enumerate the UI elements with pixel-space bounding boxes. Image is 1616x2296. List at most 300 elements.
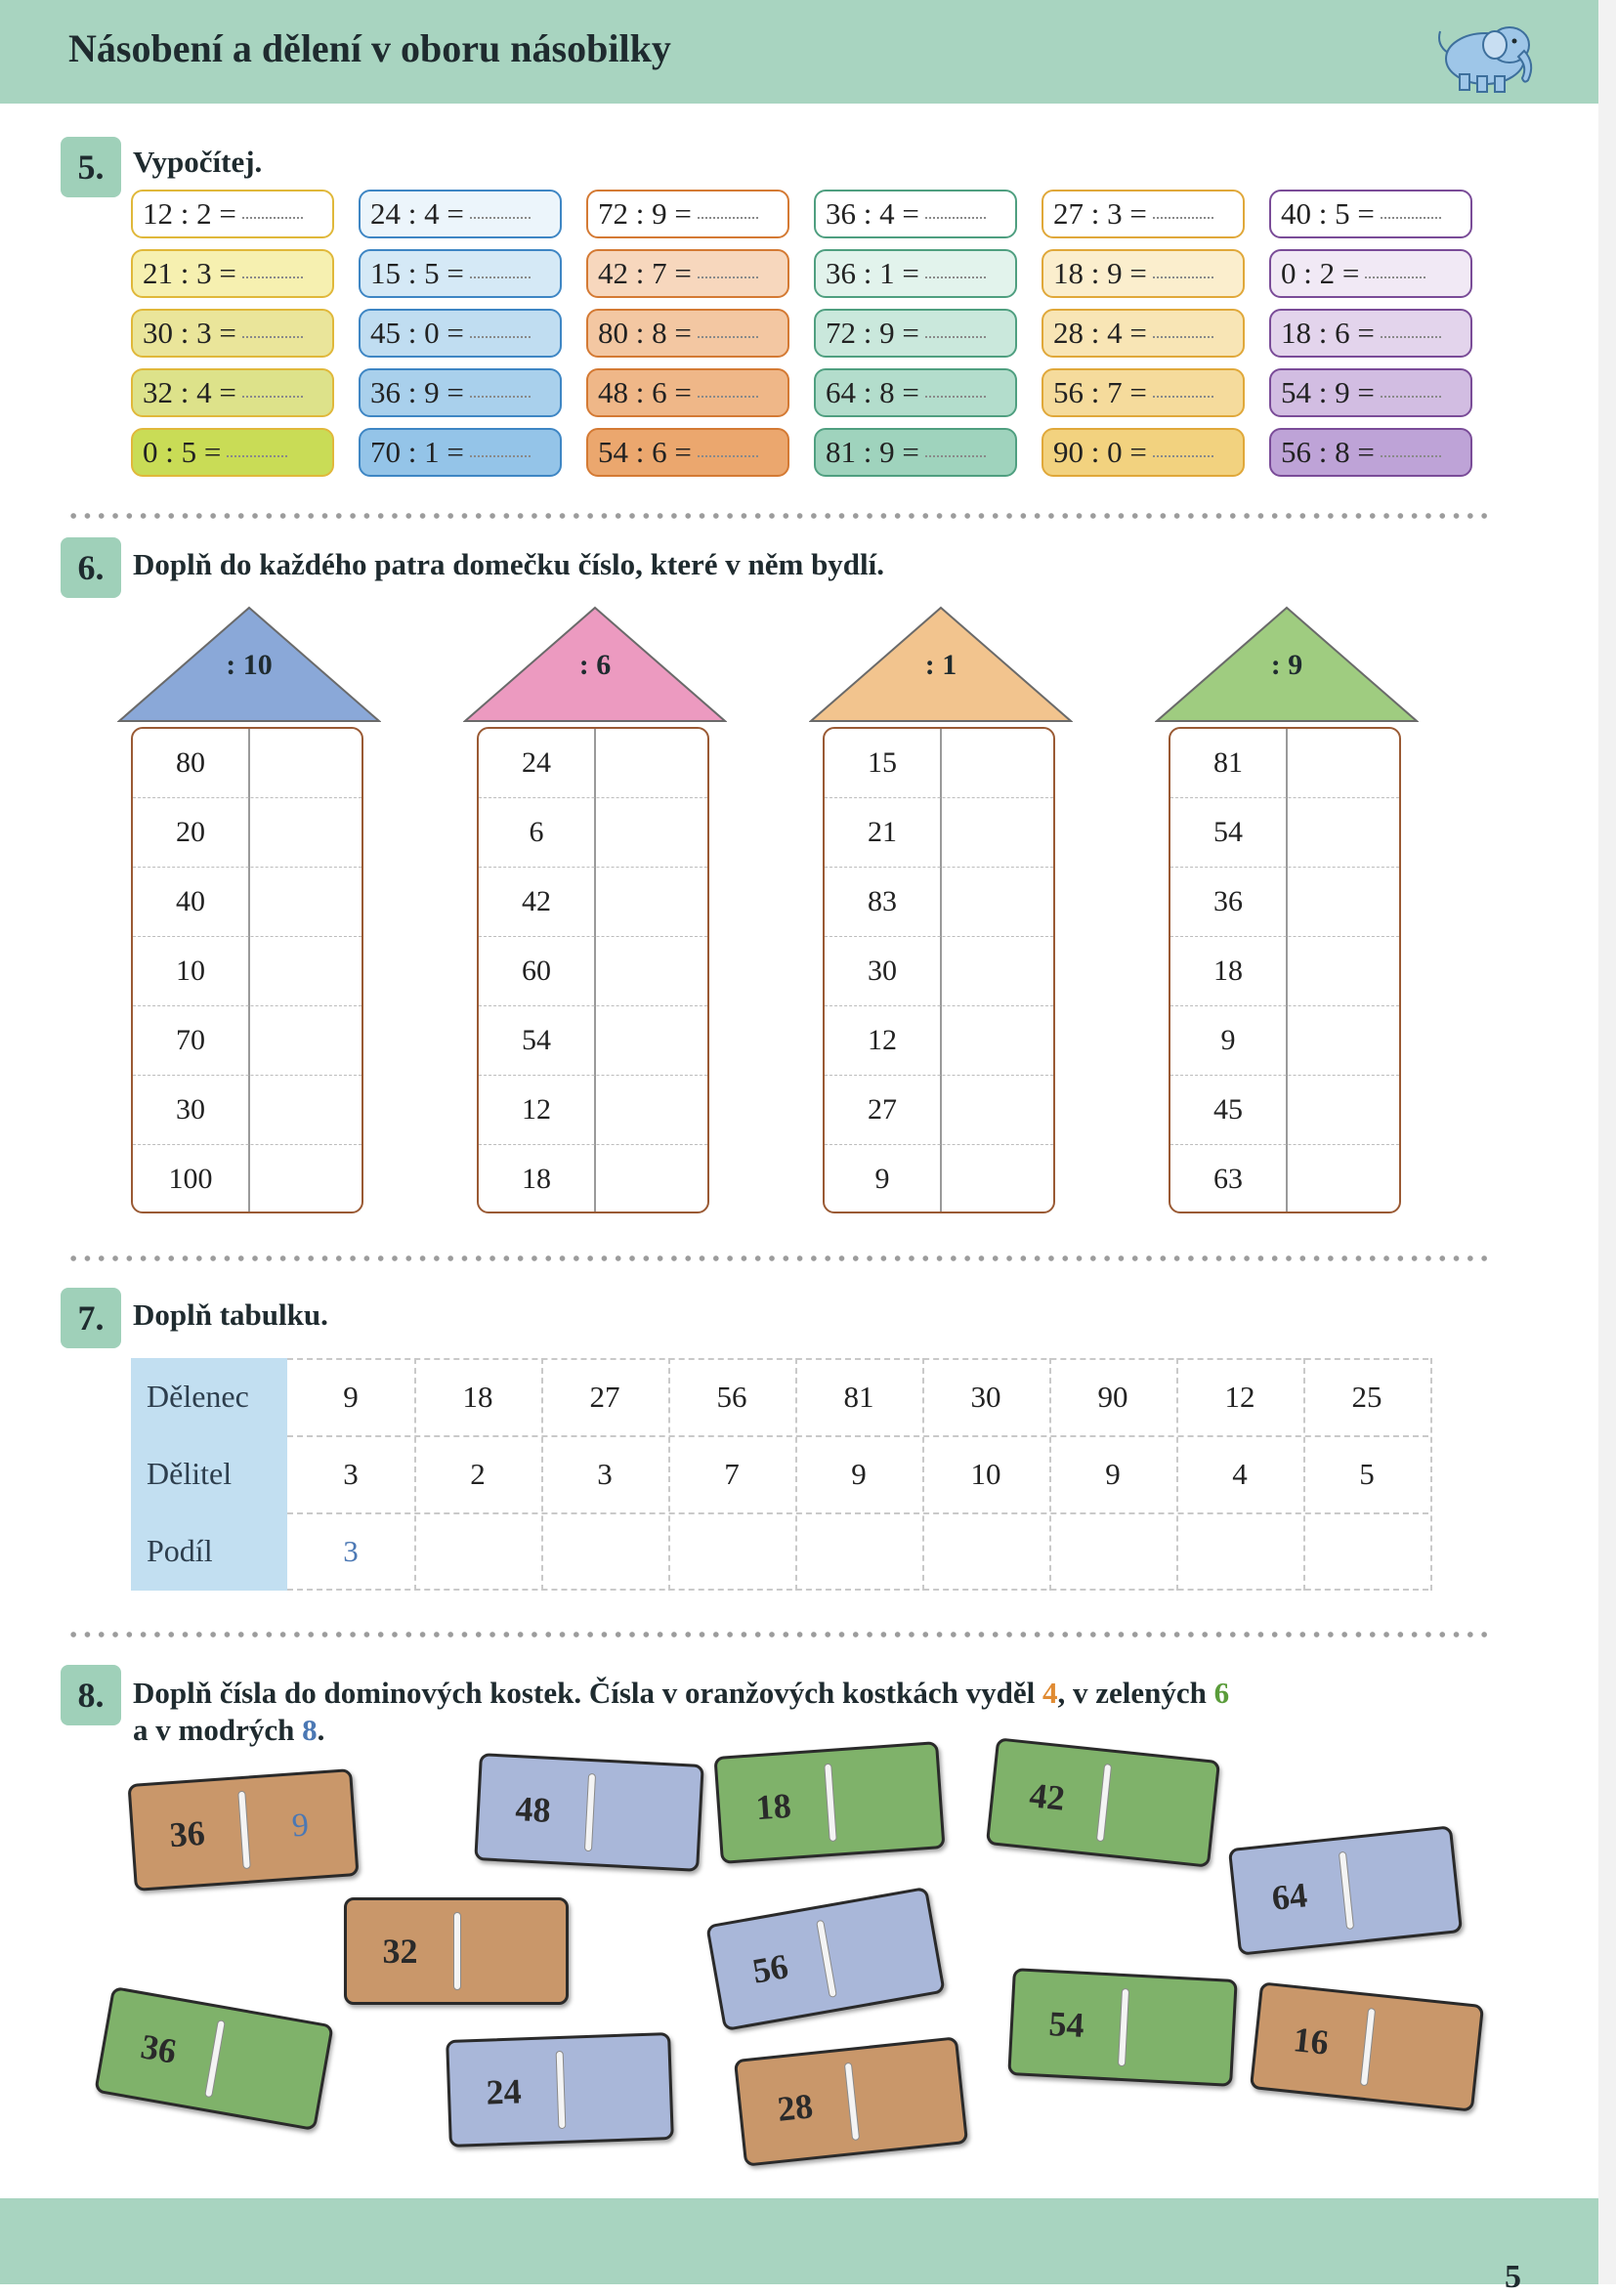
table-cell: 2: [470, 1457, 486, 1491]
house-floor: [825, 1145, 1053, 1213]
domino-answer[interactable]: [822, 1890, 942, 2008]
answer-blank[interactable]: [227, 453, 287, 457]
floor-answer-cell[interactable]: [941, 1076, 1053, 1144]
floor-answer-cell[interactable]: [249, 729, 361, 797]
quotient-cell[interactable]: [795, 1512, 922, 1590]
exercise-7-number: 7.: [61, 1288, 121, 1348]
floor-number: 81: [1213, 746, 1243, 779]
answer-blank[interactable]: [1365, 275, 1425, 278]
floor-answer-cell[interactable]: [941, 729, 1053, 797]
domino-orange: [127, 1768, 359, 1892]
domino-answer[interactable]: [563, 2035, 671, 2141]
table-cell: 5: [1359, 1457, 1375, 1491]
floor-answer-cell[interactable]: [595, 868, 707, 936]
calc-problem[interactable]: [131, 368, 334, 417]
house-floor: [479, 729, 707, 798]
domino-answer[interactable]: [1345, 1829, 1460, 1941]
calc-problem[interactable]: [1269, 428, 1472, 477]
answer-blank[interactable]: [698, 453, 758, 457]
calc-problem[interactable]: [131, 309, 334, 358]
domino-orange: [734, 2036, 968, 2166]
answer-blank[interactable]: [470, 394, 531, 398]
house-body: [823, 727, 1055, 1213]
calc-problem[interactable]: [1269, 309, 1472, 358]
exercise-8-title-part: a v modrých: [133, 1713, 303, 1747]
domino-value: 24: [485, 2071, 523, 2112]
calc-expression: 12 : 2 =: [143, 196, 236, 231]
table-grid-line: [1049, 1358, 1051, 1591]
floor-answer-cell[interactable]: [595, 1076, 707, 1144]
exercise-8-title-part: , v zelených: [1057, 1676, 1214, 1710]
floor-number: 30: [868, 955, 897, 987]
floor-number: 45: [1213, 1093, 1243, 1126]
house-floor: [1170, 798, 1399, 868]
calc-expression: 15 : 5 =: [370, 256, 464, 290]
answer-blank[interactable]: [925, 334, 986, 338]
calc-expression: 56 : 7 =: [1053, 375, 1147, 409]
house-floor: [133, 729, 361, 798]
answer-blank[interactable]: [698, 394, 758, 398]
division-table: [131, 1358, 1428, 1591]
floor-answer-cell[interactable]: [941, 798, 1053, 867]
floor-separator: [133, 1005, 361, 1007]
page-footer: [0, 2198, 1598, 2284]
floor-answer-cell[interactable]: [941, 937, 1053, 1005]
calc-problem[interactable]: [359, 428, 562, 477]
domino-green: [94, 1986, 334, 2131]
floor-answer-cell[interactable]: [941, 868, 1053, 936]
domino-value: 36: [138, 2026, 180, 2071]
dotted-separator: [66, 511, 1493, 521]
calc-problem[interactable]: [1042, 190, 1245, 238]
floor-answer-cell[interactable]: [249, 937, 361, 1005]
calc-expression: 18 : 9 =: [1053, 256, 1147, 290]
quotient-cell[interactable]: [1049, 1512, 1176, 1590]
house-floor: [825, 1006, 1053, 1076]
floor-number: 83: [868, 885, 897, 917]
exercise-6-title: Doplň do každého patra domečku číslo, které v něm bydlí.: [133, 547, 885, 581]
answer-blank[interactable]: [470, 215, 531, 219]
calc-problem[interactable]: [131, 249, 334, 298]
domino-green: [1007, 1968, 1237, 2087]
table-grid-line: [287, 1512, 1428, 1514]
floor-separator: [479, 936, 707, 938]
calc-problem[interactable]: [359, 368, 562, 417]
table-cell: 30: [970, 1380, 1001, 1414]
floor-number: 9: [1220, 1024, 1236, 1056]
calc-expression: 32 : 4 =: [143, 375, 236, 409]
floor-number: 54: [522, 1024, 551, 1056]
table-cell: 18: [462, 1380, 493, 1414]
table-cell: 27: [589, 1380, 620, 1414]
calc-expression: 42 : 7 =: [598, 256, 692, 290]
table-row-label: Dělitel: [147, 1456, 233, 1491]
floor-separator: [1170, 1144, 1399, 1146]
floor-number: 42: [522, 885, 551, 917]
calc-expression: 24 : 4 =: [370, 196, 464, 231]
floor-answer-cell[interactable]: [595, 1145, 707, 1213]
table-grid-line: [287, 1589, 1428, 1591]
roof-divisor: : 10: [226, 649, 273, 681]
floor-number: 60: [522, 955, 551, 987]
floor-separator: [133, 936, 361, 938]
house-body: [131, 727, 363, 1213]
domino-answer[interactable]: [1125, 1977, 1234, 2083]
table-cell: 9: [1105, 1457, 1121, 1491]
floor-separator: [825, 797, 1053, 799]
floor-number: 30: [176, 1093, 205, 1126]
floor-separator: [825, 936, 1053, 938]
table-cell: 9: [851, 1457, 867, 1491]
floor-answer-cell[interactable]: [249, 868, 361, 936]
house: [809, 606, 1073, 1221]
exercise-6-number: 6.: [61, 537, 121, 598]
answer-blank[interactable]: [1153, 394, 1213, 398]
calc-problem[interactable]: [1269, 249, 1472, 298]
calc-problem[interactable]: [814, 368, 1017, 417]
page-title: Násobení a dělení v oboru násobilky: [68, 26, 671, 70]
table-row-label: Dělenec: [147, 1379, 249, 1414]
calc-expression: 40 : 5 =: [1281, 196, 1375, 231]
domino-answer[interactable]: [830, 1744, 942, 1852]
domino-value: 42: [1027, 1775, 1067, 1818]
quotient-cell[interactable]: [1303, 1512, 1430, 1590]
domino-answer[interactable]: [591, 1762, 701, 1868]
house: [463, 606, 727, 1221]
domino-value: 28: [775, 2086, 815, 2129]
dotted-separator: [66, 1254, 1493, 1263]
answer-blank[interactable]: [925, 215, 986, 219]
calc-expression: 18 : 6 =: [1281, 316, 1375, 350]
house-floor: [825, 798, 1053, 868]
answer-blank[interactable]: [470, 275, 531, 278]
floor-number: 6: [529, 816, 544, 848]
answer-blank[interactable]: [242, 275, 303, 278]
answer-blank[interactable]: [1381, 453, 1441, 457]
page-header: [0, 0, 1598, 104]
calc-problem[interactable]: [814, 249, 1017, 298]
answer-blank[interactable]: [1153, 453, 1213, 457]
floor-number: 18: [1213, 955, 1243, 987]
calc-problem[interactable]: [359, 190, 562, 238]
house-floor: [825, 1076, 1053, 1145]
calc-expression: 45 : 0 =: [370, 316, 464, 350]
house-floor: [133, 798, 361, 868]
floor-number: 100: [168, 1163, 213, 1195]
calc-problem[interactable]: [586, 428, 789, 477]
calc-expression: 56 : 8 =: [1281, 435, 1375, 469]
exercise-5-number: 5.: [61, 137, 121, 197]
exercise-8-title: [133, 1675, 1344, 1749]
house-floor: [479, 1006, 707, 1076]
quotient-cell[interactable]: [541, 1512, 668, 1590]
floor-answer-cell[interactable]: [249, 1006, 361, 1075]
house-floor: [825, 937, 1053, 1006]
floor-separator: [479, 797, 707, 799]
calc-expression: 48 : 6 =: [598, 375, 692, 409]
blue-divisor: 8: [302, 1713, 318, 1747]
table-cell: 12: [1224, 1380, 1255, 1414]
table-cell: 4: [1232, 1457, 1248, 1491]
answer-blank[interactable]: [1381, 394, 1441, 398]
answer-blank[interactable]: [470, 334, 531, 338]
floor-number: 40: [176, 885, 205, 917]
calc-problem[interactable]: [586, 190, 789, 238]
floor-number: 12: [868, 1024, 897, 1056]
answer-blank[interactable]: [242, 215, 303, 219]
answer-blank[interactable]: [470, 453, 531, 457]
calc-expression: 0 : 2 =: [1281, 256, 1360, 290]
floor-answer-cell[interactable]: [249, 798, 361, 867]
domino-answer[interactable]: [210, 2010, 330, 2128]
domino-answer[interactable]: [1103, 1753, 1217, 1865]
orange-divisor: 4: [1042, 1676, 1058, 1710]
calc-expression: 30 : 3 =: [143, 316, 236, 350]
dotted-separator: [66, 1630, 1493, 1639]
table-cell: 56: [716, 1380, 747, 1414]
calc-problem[interactable]: [814, 428, 1017, 477]
calc-expression: 64 : 8 =: [826, 375, 919, 409]
floor-answer-cell[interactable]: [1287, 868, 1399, 936]
floor-separator: [825, 1005, 1053, 1007]
floor-answer-cell[interactable]: [595, 729, 707, 797]
floor-answer-cell[interactable]: [249, 1145, 361, 1213]
floor-answer-cell[interactable]: [1287, 1145, 1399, 1213]
exercise-7-title: Doplň tabulku.: [133, 1297, 328, 1332]
answer-blank[interactable]: [698, 215, 758, 219]
floor-number: 27: [868, 1093, 897, 1126]
floor-number: 18: [522, 1163, 551, 1195]
domino-green: [713, 1741, 945, 1864]
floor-separator: [1170, 867, 1399, 869]
domino-green: [986, 1737, 1220, 1867]
calc-problem[interactable]: [359, 309, 562, 358]
table-grid-line: [668, 1358, 670, 1591]
calc-expression: 27 : 3 =: [1053, 196, 1147, 231]
domino-value: 16: [1291, 2020, 1331, 2062]
floor-separator: [1170, 1005, 1399, 1007]
answer-blank[interactable]: [1153, 275, 1213, 278]
table-cell: 81: [843, 1380, 874, 1414]
house-floor: [133, 1076, 361, 1145]
house-floor: [133, 868, 361, 937]
house-floor: [1170, 1076, 1399, 1145]
floor-separator: [479, 1144, 707, 1146]
calc-expression: 36 : 4 =: [826, 196, 919, 231]
calc-problem[interactable]: [1042, 368, 1245, 417]
table-grid-line: [922, 1358, 924, 1591]
calc-problem[interactable]: [1042, 428, 1245, 477]
domino-answer[interactable]: [1367, 1997, 1481, 2109]
floor-separator: [825, 867, 1053, 869]
house-floor: [825, 729, 1053, 798]
house-floor: [479, 798, 707, 868]
floor-number: 70: [176, 1024, 205, 1056]
floor-separator: [133, 797, 361, 799]
domino-value: 48: [514, 1789, 552, 1830]
answer-blank[interactable]: [1153, 334, 1213, 338]
calc-problem[interactable]: [586, 249, 789, 298]
exercise-5-title: Vypočítej.: [133, 145, 263, 179]
house-floor: [1170, 868, 1399, 937]
floor-number: 15: [868, 746, 897, 779]
green-divisor: 6: [1213, 1676, 1230, 1710]
calc-problem[interactable]: [131, 190, 334, 238]
house-floor: [133, 1006, 361, 1076]
floor-answer-cell[interactable]: [1287, 1006, 1399, 1075]
floor-number: 80: [176, 746, 205, 779]
house-body: [477, 727, 709, 1213]
domino-value: 32: [382, 1932, 418, 1971]
table-grid-line: [287, 1435, 1428, 1437]
table-cell: 3: [597, 1457, 613, 1491]
domino-value: 54: [1047, 2004, 1085, 2045]
floor-separator: [825, 1144, 1053, 1146]
floor-number: 9: [874, 1163, 890, 1195]
answer-blank[interactable]: [242, 334, 303, 338]
domino-answer[interactable]: 9: [290, 1807, 311, 1845]
page-number: 5: [1505, 2259, 1521, 2295]
domino-blue: [705, 1887, 946, 2031]
house-floor: [479, 868, 707, 937]
table-cell: 9: [343, 1380, 359, 1414]
answer-blank[interactable]: [1153, 215, 1213, 219]
answer-blank[interactable]: [925, 275, 986, 278]
calc-expression: 90 : 0 =: [1053, 435, 1147, 469]
calc-problem[interactable]: [359, 249, 562, 298]
floor-answer-cell[interactable]: [1287, 798, 1399, 867]
calc-expression: 70 : 1 =: [370, 435, 464, 469]
calc-problem[interactable]: [814, 190, 1017, 238]
calc-problem[interactable]: [1269, 368, 1472, 417]
answer-blank[interactable]: [1381, 215, 1441, 219]
floor-answer-cell[interactable]: [1287, 937, 1399, 1005]
floor-separator: [1170, 936, 1399, 938]
exercise-8-number: 8.: [61, 1665, 121, 1725]
floor-number: 20: [176, 816, 205, 848]
house-floor: [479, 1076, 707, 1145]
calc-expression: 21 : 3 =: [143, 256, 236, 290]
calc-problem[interactable]: [131, 428, 334, 477]
floor-answer-cell[interactable]: [595, 1006, 707, 1075]
domino-orange: [1250, 1981, 1484, 2111]
house-floor: [479, 937, 707, 1006]
floor-answer-cell[interactable]: [941, 1145, 1053, 1213]
domino-answer[interactable]: [851, 2040, 965, 2152]
floor-separator: [1170, 1075, 1399, 1077]
domino-value: 36: [168, 1812, 206, 1855]
house-floor: [133, 937, 361, 1006]
table-cell: 25: [1351, 1380, 1382, 1414]
floor-separator: [133, 1144, 361, 1146]
answer-blank[interactable]: [925, 394, 986, 398]
domino-orange: [344, 1897, 569, 2005]
domino-value: 18: [754, 1785, 792, 1828]
floor-separator: [479, 867, 707, 869]
floor-separator: [479, 1005, 707, 1007]
floor-answer-cell[interactable]: [249, 1076, 361, 1144]
floor-separator: [133, 1075, 361, 1077]
domino-blue: [446, 2032, 674, 2147]
house: [1155, 606, 1419, 1221]
floor-number: 10: [176, 955, 205, 987]
table-grid-line: [1430, 1358, 1432, 1591]
floor-separator: [133, 867, 361, 869]
quotient-cell[interactable]: [668, 1512, 795, 1590]
table-cell: 90: [1097, 1380, 1128, 1414]
floor-answer-cell[interactable]: [595, 798, 707, 867]
table-grid-line: [287, 1358, 1428, 1360]
quotient-cell[interactable]: [922, 1512, 1049, 1590]
calc-problem[interactable]: [1269, 190, 1472, 238]
roof-divisor: : 6: [578, 649, 612, 681]
domino-blue: [474, 1753, 703, 1872]
elephant-icon: [1426, 10, 1544, 98]
quotient-cell[interactable]: [1176, 1512, 1303, 1590]
floor-number: 63: [1213, 1163, 1243, 1195]
floor-answer-cell[interactable]: [595, 937, 707, 1005]
table-grid-line: [414, 1358, 416, 1591]
answer-blank[interactable]: [1381, 334, 1441, 338]
calc-expression: 81 : 9 =: [826, 435, 919, 469]
answer-blank[interactable]: [698, 334, 758, 338]
domino-answer[interactable]: [461, 1900, 566, 2002]
table-cell: 7: [724, 1457, 740, 1491]
floor-number: 12: [522, 1093, 551, 1126]
calc-expression: 80 : 8 =: [598, 316, 692, 350]
house-floor: [133, 1145, 361, 1213]
calc-expression: 54 : 6 =: [598, 435, 692, 469]
table-grid-line: [795, 1358, 797, 1591]
calc-expression: 72 : 9 =: [826, 316, 919, 350]
house-body: [1169, 727, 1401, 1213]
floor-answer-cell[interactable]: [941, 1006, 1053, 1075]
calc-problem[interactable]: [586, 368, 789, 417]
table-grid-line: [541, 1358, 543, 1591]
answer-blank[interactable]: [242, 394, 303, 398]
calc-problem[interactable]: [1042, 249, 1245, 298]
calc-problem[interactable]: [814, 309, 1017, 358]
answer-blank[interactable]: [925, 453, 986, 457]
quotient-cell[interactable]: [414, 1512, 541, 1590]
floor-number: 54: [1213, 816, 1243, 848]
floor-separator: [825, 1075, 1053, 1077]
floor-answer-cell[interactable]: [1287, 1076, 1399, 1144]
house-floor: [1170, 937, 1399, 1006]
floor-number: 24: [522, 746, 551, 779]
floor-separator: [1170, 797, 1399, 799]
calc-problem[interactable]: [1042, 309, 1245, 358]
floor-separator: [479, 1075, 707, 1077]
house-floor: [1170, 1006, 1399, 1076]
table-cell: 10: [970, 1457, 1001, 1491]
house: [117, 606, 381, 1221]
domino-value: 56: [749, 1946, 791, 1991]
calc-problem[interactable]: [586, 309, 789, 358]
floor-answer-cell[interactable]: [1287, 729, 1399, 797]
quotient-cell[interactable]: 3: [343, 1534, 359, 1568]
calc-expression: 36 : 9 =: [370, 375, 464, 409]
answer-blank[interactable]: [698, 275, 758, 278]
table-cell: 3: [343, 1457, 359, 1491]
house-floor: [479, 1145, 707, 1213]
roof-divisor: : 9: [1270, 649, 1303, 681]
calc-expression: 28 : 4 =: [1053, 316, 1147, 350]
exercise-8-title-part: .: [317, 1713, 325, 1747]
house-floor: [1170, 1145, 1399, 1213]
calc-expression: 36 : 1 =: [826, 256, 919, 290]
roof-divisor: : 1: [924, 649, 957, 681]
